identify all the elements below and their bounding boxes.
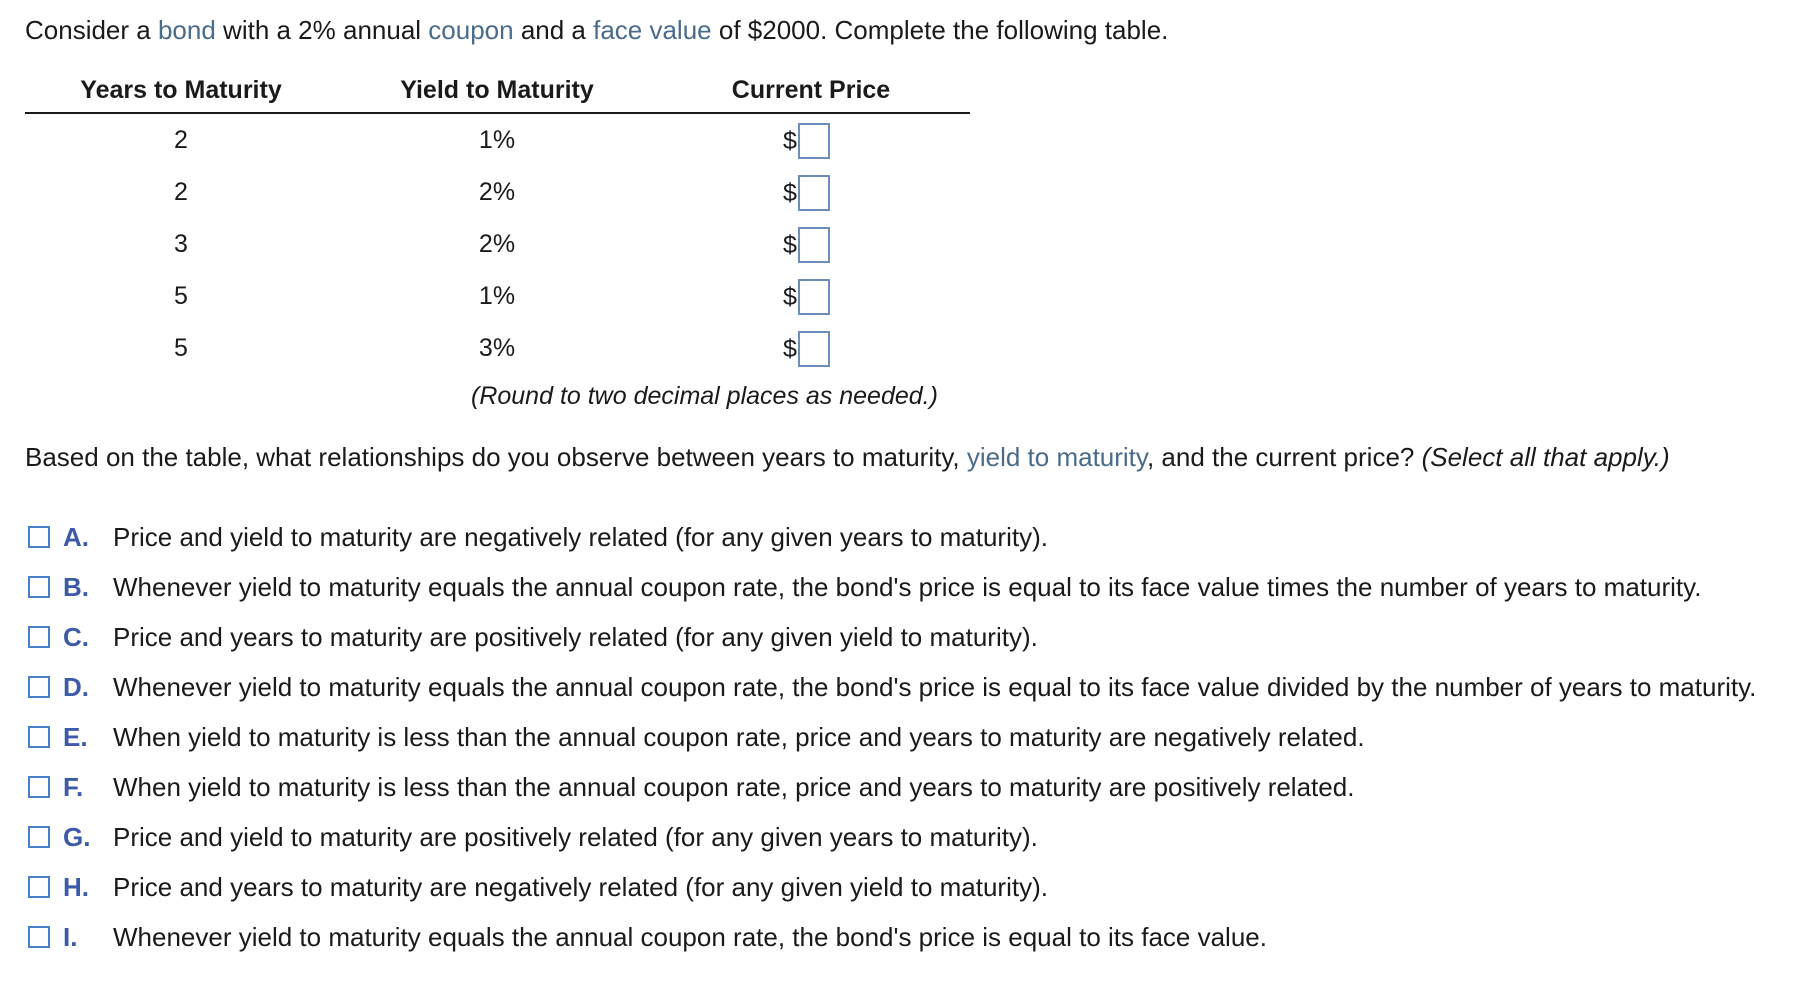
option-i[interactable]	[28, 912, 1756, 962]
price-input-1[interactable]	[798, 123, 830, 159]
price-input-5[interactable]	[798, 331, 830, 367]
option-e[interactable]	[28, 712, 1756, 762]
price-input-2[interactable]	[798, 175, 830, 211]
option-letter: H.	[63, 872, 89, 902]
years-cell: 5	[174, 334, 188, 362]
term-coupon[interactable]: coupon	[428, 15, 514, 45]
select-all-hint: (Select all that apply.)	[1421, 442, 1670, 472]
yield-cell: 1%	[478, 126, 516, 154]
option-text: Price and yield to maturity are negatively related (for any given years to maturity).	[113, 522, 1048, 552]
table-body	[25, 114, 970, 374]
option-letter: A.	[63, 522, 89, 552]
prompt-part-2: , and the current price?	[1146, 442, 1422, 472]
checkbox-icon[interactable]	[28, 626, 50, 648]
option-text: Price and years to maturity are negatively related (for any given yield to maturity).	[113, 872, 1048, 902]
relationship-prompt	[25, 440, 1670, 474]
checkbox-icon[interactable]	[28, 726, 50, 748]
dollar-sign: $	[783, 283, 797, 311]
years-cell: 3	[174, 230, 188, 258]
question-part-4: of $2000. Complete the following table.	[711, 15, 1169, 45]
term-yield-to-maturity[interactable]: yield to maturity	[966, 442, 1147, 472]
yield-cell: 2%	[478, 230, 516, 258]
option-g[interactable]	[28, 812, 1756, 862]
option-d[interactable]	[28, 662, 1756, 712]
checkbox-icon[interactable]	[28, 676, 50, 698]
option-letter: G.	[63, 822, 91, 852]
price-cell	[783, 330, 830, 368]
header-current-price: Current Price	[731, 76, 891, 104]
table-header	[25, 72, 970, 114]
question-part-2: with a 2% annual	[215, 15, 429, 45]
dollar-sign: $	[783, 179, 797, 207]
years-cell: 2	[174, 178, 188, 206]
option-c[interactable]	[28, 612, 1756, 662]
years-cell: 2	[174, 126, 188, 154]
option-text: Price and years to maturity are positively related (for any given yield to maturity).	[113, 622, 1038, 652]
option-text: Price and yield to maturity are positively related (for any given years to maturity).	[113, 822, 1038, 852]
option-text: Whenever yield to maturity equals the annual coupon rate, the bond's price is equal to its face value divided by the number of years to maturity.	[113, 672, 1757, 702]
question-part-3: and a	[513, 15, 594, 45]
option-b[interactable]	[28, 562, 1756, 612]
option-f[interactable]	[28, 762, 1756, 812]
term-bond[interactable]: bond	[157, 15, 216, 45]
option-a[interactable]	[28, 512, 1756, 562]
option-letter: B.	[63, 572, 89, 602]
question-part-1: Consider a	[25, 15, 158, 45]
checkbox-icon[interactable]	[28, 526, 50, 548]
yield-cell: 3%	[478, 334, 516, 362]
option-text: When yield to maturity is less than the annual coupon rate, price and years to maturity are negatively related.	[113, 722, 1365, 752]
checkbox-icon[interactable]	[28, 876, 50, 898]
option-letter: D.	[63, 672, 89, 702]
price-input-4[interactable]	[798, 279, 830, 315]
yield-cell: 2%	[478, 178, 516, 206]
rounding-note: (Round to two decimal places as needed.)	[471, 382, 938, 410]
checkbox-icon[interactable]	[28, 826, 50, 848]
dollar-sign: $	[783, 231, 797, 259]
prompt-part-1: Based on the table, what relationships do you observe between years to maturity,	[25, 442, 967, 472]
price-cell	[783, 278, 830, 316]
checkbox-icon[interactable]	[28, 576, 50, 598]
table-row	[25, 322, 970, 374]
dollar-sign: $	[783, 335, 797, 363]
term-face-value[interactable]: face value	[593, 15, 712, 45]
bond-price-table	[25, 72, 970, 374]
price-cell	[783, 226, 830, 264]
option-letter: I.	[63, 922, 78, 952]
option-text: Whenever yield to maturity equals the annual coupon rate, the bond's price is equal to its face value times the number of years to maturity.	[113, 572, 1702, 602]
option-letter: F.	[63, 772, 84, 802]
table-row	[25, 270, 970, 322]
question-text	[25, 13, 1168, 47]
table-row	[25, 218, 970, 270]
yield-cell: 1%	[478, 282, 516, 310]
answer-options	[28, 512, 1756, 962]
header-yield-to-maturity: Yield to Maturity	[400, 76, 594, 104]
price-input-3[interactable]	[798, 227, 830, 263]
option-letter: C.	[63, 622, 89, 652]
option-letter: E.	[63, 722, 88, 752]
header-years-to-maturity: Years to Maturity	[80, 76, 282, 104]
checkbox-icon[interactable]	[28, 926, 50, 948]
dollar-sign: $	[783, 127, 797, 155]
table-row	[25, 166, 970, 218]
checkbox-icon[interactable]	[28, 776, 50, 798]
option-h[interactable]	[28, 862, 1756, 912]
price-cell	[783, 174, 830, 212]
years-cell: 5	[174, 282, 188, 310]
price-cell	[783, 122, 830, 160]
option-text: When yield to maturity is less than the annual coupon rate, price and years to maturity are positively related.	[113, 772, 1355, 802]
option-text: Whenever yield to maturity equals the annual coupon rate, the bond's price is equal to its face value.	[113, 922, 1267, 952]
table-row	[25, 114, 970, 166]
